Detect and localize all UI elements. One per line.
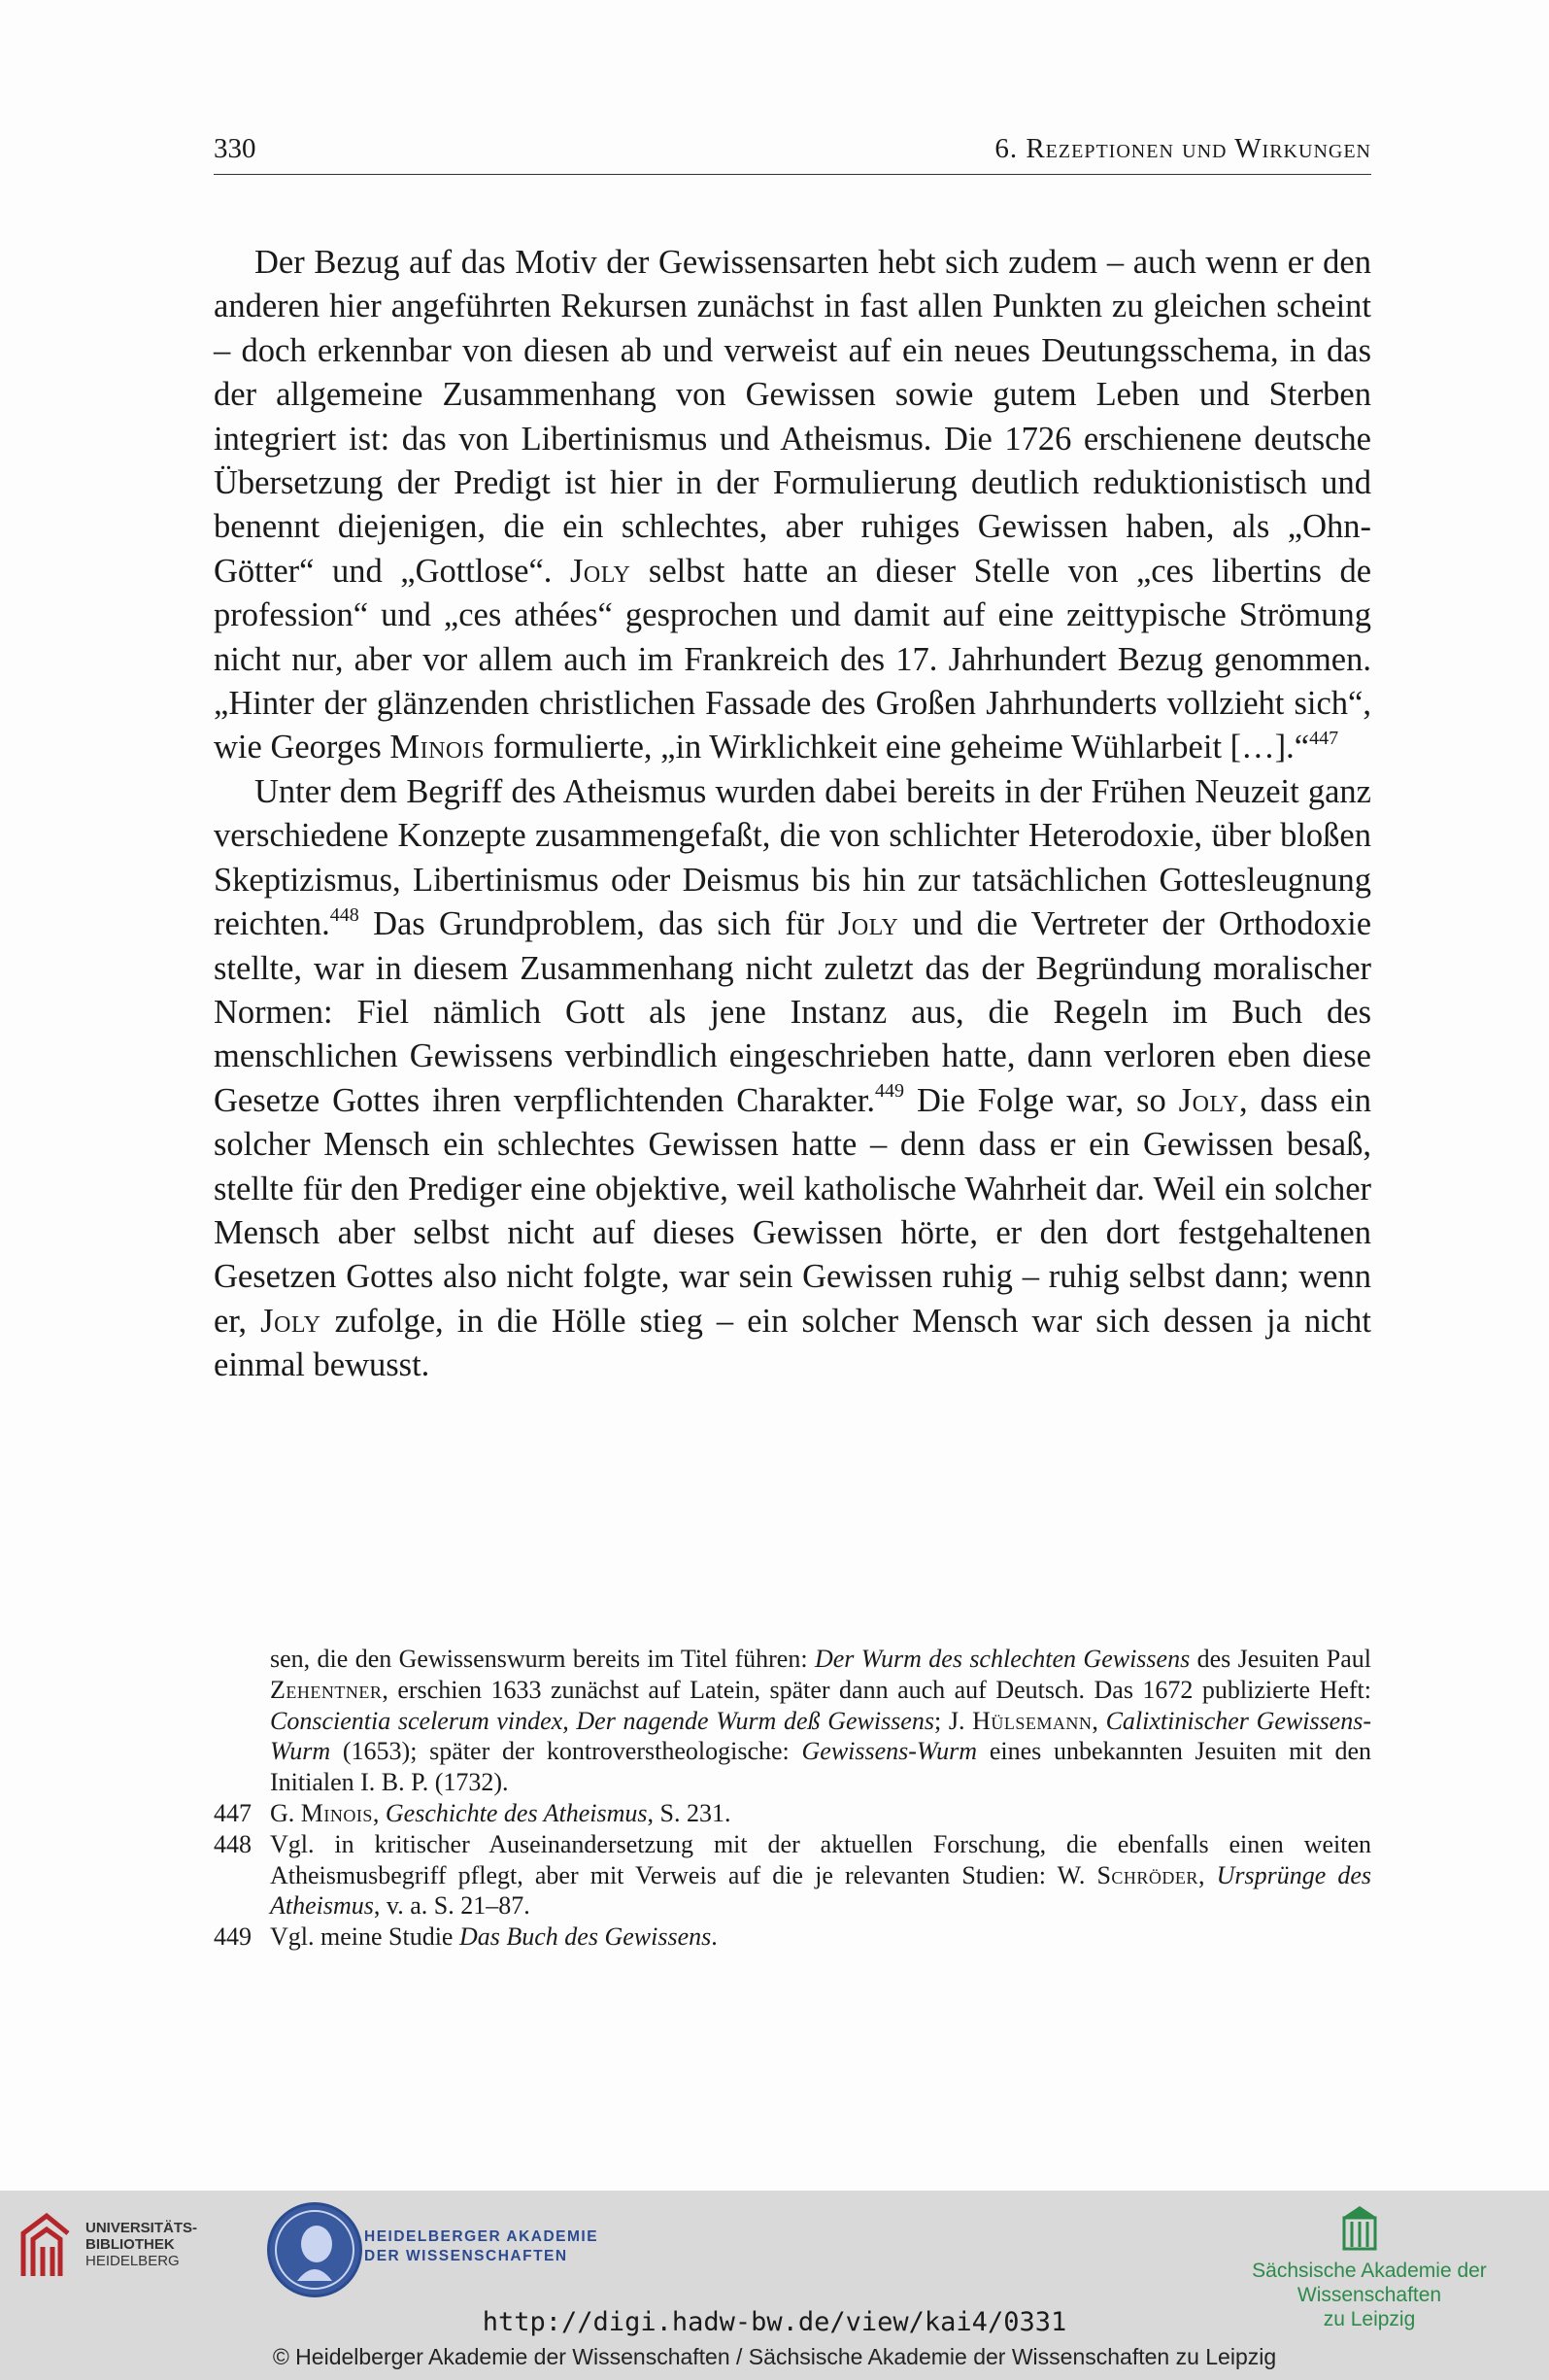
running-head: 6. Rezeptionen und Wirkungen (994, 133, 1371, 164)
footnote-449: 449 Vgl. meine Studie Das Buch des Gewissens. (214, 1922, 718, 1952)
author-name: Minois (389, 729, 486, 766)
footnote-ref: 448 (329, 903, 359, 926)
ub-heidelberg-icon (17, 2208, 74, 2282)
ub-logo-text: UNIVERSITÄTS- BIBLIOTHEK HEIDELBERG (85, 2220, 198, 2269)
footnote-447: 447 G. Minois, Geschichte des Atheismus, S. 231. (214, 1798, 731, 1827)
university-library-logo[interactable] (17, 2208, 212, 2286)
saw-logo[interactable] (1195, 2204, 1544, 2330)
author-name: Joly (260, 1302, 321, 1340)
footnote-ref: 449 (875, 1080, 905, 1103)
copyright-notice: © Heidelberger Akademie der Wissenschaften / Sächsische Akademie der Wissenschaften zu Leipzig (272, 2344, 1277, 2369)
permalink-url[interactable]: http://digi.hadw-bw.de/view/kai4/0331 (482, 2307, 1067, 2337)
saw-logo-text: Sächsische Akademie der Wissenschaften zu Leipzig (1252, 2260, 1487, 2330)
page-number: 330 (214, 133, 256, 164)
footnote-number: 447 (214, 1798, 252, 1827)
main-text (214, 241, 1371, 1388)
page-header (214, 129, 1371, 175)
footnotes (214, 1644, 1371, 1953)
footnote-continuation: sen, die den Gewissenswurm bereits im Titel führen: Der Wurm des schlechten Gewissens des Jesuiten Paul Zehentner, erschien 1633 zunächst auf Latein, später dann auch auf Deutsch. Das 1672 publizierte Heft: Conscientia scelerum vindex, Der nagende Wurm deß Gewissens; J. Hülsemann, Calixtinischer Gewissens-Wurm (1653); später der kontroverstheologische: Gewissens-Wurm eines unbekannten Jesuiten mit den Initialen I. B. P. (1732). (270, 1645, 1372, 1797)
footnote-number: 448 (214, 1829, 252, 1858)
author-name: Joly (569, 552, 631, 590)
author-name: Joly (1178, 1081, 1239, 1119)
paragraph-1: Der Bezug auf das Motiv der Gewissensarten hebt sich zudem – auch wenn er den anderen hier angeführten Rekursen zunächst in fast allen Punkten zu gleichen scheint – doch erkennbar von diesen ab und verweist auf ein neues Deutungsschema, in das der allgemeine Zusammenhang von Gewissen sowie gutem Leben und Sterben integriert ist: das von Libertinismus und Atheismus. Die 1726 erschienene deutsche Übersetzung der Predigt ist hier in der Formulierung deutlich reduktionistisch und benennt diejenigen, die ein schlechtes, aber ruhiges Gewissen haben, als „Ohn-Götter“ und „Gottlose“. Joly selbst hatte an dieser Stelle von „ces libertins de profession“ und „ces athées“ gesprochen und damit auf eine zeittypische Strömung nicht nur, aber vor allem auch im Frankreich des 17. Jahrhundert Bezug genommen. „Hinter der glänzenden christlichen Fassade des Großen Jahrhunderts vollzieht sich“, wie Georges Minois formulierte, „in Wirklichkeit eine geheime Wühlarbeit […].“$^{447}$ (214, 244, 1372, 766)
academy-seal-icon (267, 2202, 362, 2297)
footnote-number: 449 (214, 1922, 252, 1952)
paragraph-2: Unter dem Begriff des Atheismus wurden dabei bereits in der Frühen Neuzeit ganz verschiedene Konzepte zusammengefaßt, die von schlichter Heterodoxie, über bloßen Skeptizismus, Libertinismus oder Deismus bis hin zur tatsächlichen Gottesleugnung reichten.$^{448}$ Das Grundproblem, das sich für Joly und die Vertreter der Orthodoxie stellte, war in diesem Zusammenhang nicht zuletzt das der Begründung moralischer Normen: Fiel nämlich Gott als jene Instanz aus, die Regeln im Buch des menschlichen Gewissens verbindlich eingeschrieben hatte, dann verloren eben diese Gesetze Gottes ihren verpflichtenden Charakter.$^{449}$ Die Folge war, so Joly, dass ein solcher Mensch ein schlechtes Gewissen hatte – denn dass er ein Gewissen besaß, stellte für den Prediger eine objektive, weil katholische Wahrheit dar. Weil ein solcher Mensch aber selbst nicht auf dieses Gewissen hörte, er den dort festgehaltenen Gesetzen Gottes also nicht folgte, war sein Gewissen ruhig – ruhig selbst dann; wenn er, Joly zufolge, in die Hölle stieg – ein solcher Mensch war sich dessen ja nicht einmal bewusst. (214, 772, 1372, 1384)
footnote-ref: 447 (1309, 727, 1339, 749)
footnote-448: 448 Vgl. in kritischer Auseinandersetzung mit der aktuellen Forschung, die ebenfalls einen weiten Atheismusbegriff pflegt, aber mit Verweis auf die je relevanten Studien: W. Schröder, Ursprünge des Atheismus, v. a. S. 21–87. (214, 1829, 1372, 1921)
hadw-logo[interactable] (267, 2202, 617, 2295)
saxon-academy-building-icon (1340, 2204, 1379, 2253)
hadw-logo-text: HEIDELBERGER AKADEMIE DER WISSENSCHAFTEN (364, 2228, 599, 2264)
viewer-footer (0, 2191, 1549, 2380)
author-name: Joly (837, 905, 899, 943)
